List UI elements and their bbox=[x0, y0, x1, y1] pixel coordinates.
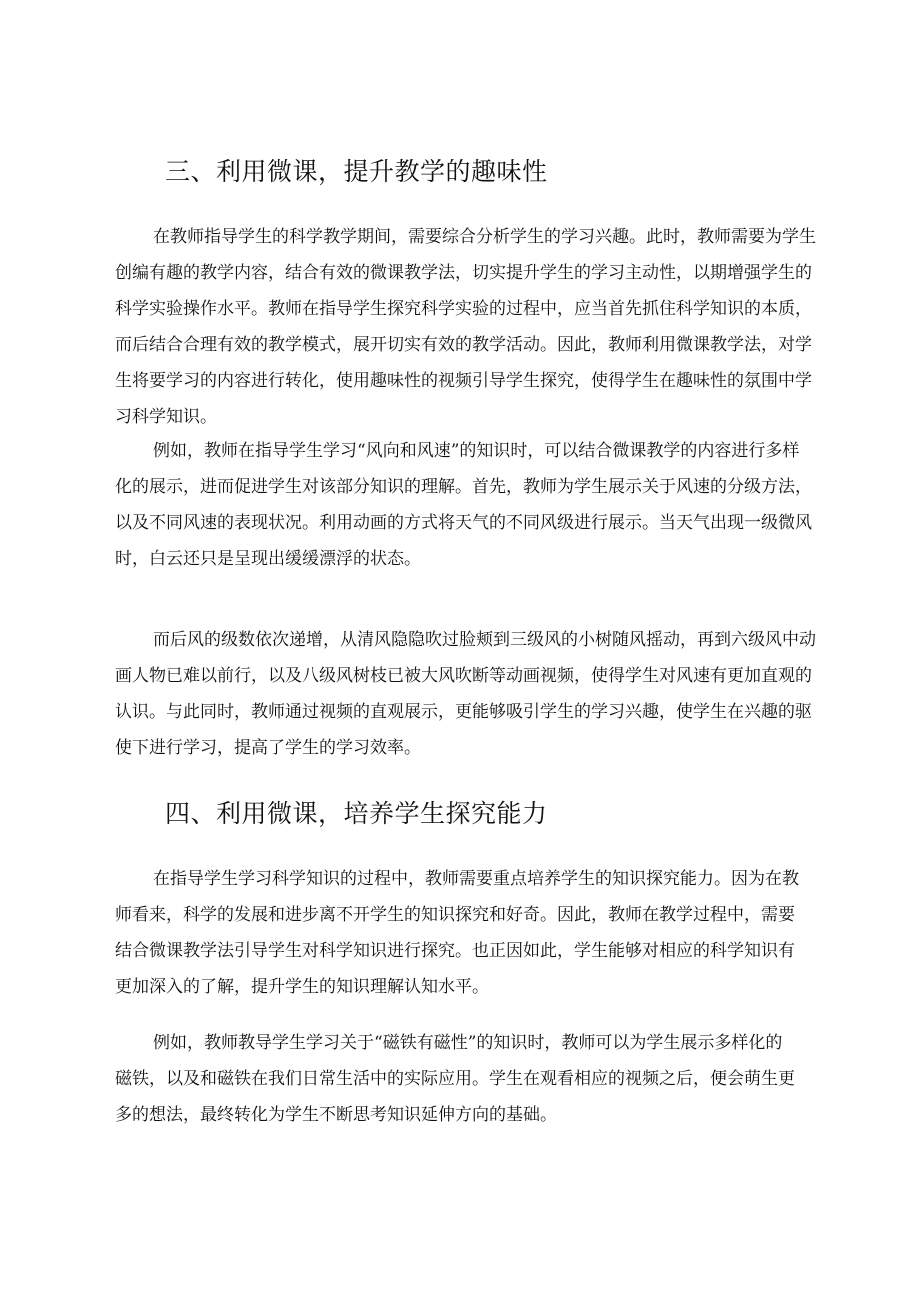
text-line: 习科学知识。 bbox=[115, 407, 217, 427]
section-3-heading: 三、利用微课，提升教学的趣味性 bbox=[165, 157, 548, 186]
section-3-paragraph-2 bbox=[115, 433, 815, 577]
text-line: 而后风的级数依次递增，从清风隐隐吹过脸颊到三级风的小树随风摇动，再到六级风中动 bbox=[153, 630, 816, 650]
text-line: 画人物已难以前行，以及八级风树枝已被大风吹断等动画视频，使得学生对风速有更加直观的 bbox=[115, 666, 812, 686]
text-line: 以及不同风速的表现状况。利用动画的方式将天气的不同风级进行展示。当天气出现一级微风 bbox=[115, 513, 812, 533]
section-4-paragraph-1 bbox=[115, 861, 815, 1005]
text-line: 使下进行学习，提高了学生的学习效率。 bbox=[115, 738, 421, 758]
text-line: 师看来，科学的发展和进步离不开学生的知识探究和好奇。因此，教师在教学过程中，需要 bbox=[115, 905, 795, 925]
text-line: 结合微课教学法引导学生对科学知识进行探究。也正因如此，学生能够对相应的科学知识有 bbox=[115, 941, 795, 961]
text-line: 生将要学习的内容进行转化，使用趣味性的视频引导学生探究，使得学生在趣味性的氛围中学 bbox=[115, 371, 812, 391]
section-4-paragraph-2 bbox=[115, 1025, 815, 1133]
text-line: 在教师指导学生的科学教学期间，需要综合分析学生的学习兴趣。此时，教师需要为学生 bbox=[153, 227, 816, 247]
text-line: 例如，教师在指导学生学习“风向和风速”的知识时，可以结合微课教学的内容进行多样 bbox=[153, 441, 800, 461]
section-3-paragraph-1 bbox=[115, 219, 815, 435]
text-line: 更加深入的了解，提升学生的知识理解认知水平。 bbox=[115, 977, 489, 997]
section-3-paragraph-3 bbox=[115, 622, 815, 766]
text-line: 而后结合合理有效的教学模式，展开切实有效的教学活动。因此，教师利用微课教学法，对学 bbox=[115, 335, 812, 355]
section-4-heading: 四、利用微课，培养学生探究能力 bbox=[165, 799, 548, 828]
text-line: 多的想法，最终转化为学生不断思考知识延伸方向的基础。 bbox=[115, 1105, 557, 1125]
text-line: 科学实验操作水平。教师在指导学生探究科学实验的过程中，应当首先抓住科学知识的本质， bbox=[115, 299, 812, 319]
text-line: 例如，教师教导学生学习关于“磁铁有磁性”的知识时，教师可以为学生展示多样化的 bbox=[153, 1033, 783, 1053]
text-line: 在指导学生学习科学知识的过程中，教师需要重点培养学生的知识探究能力。因为在教 bbox=[153, 869, 799, 889]
text-line: 时，白云还只是呈现出缓缓漂浮的状态。 bbox=[115, 549, 421, 569]
text-line: 化的展示，进而促进学生对该部分知识的理解。首先，教师为学生展示关于风速的分级方法， bbox=[115, 477, 812, 497]
text-line: 创编有趣的教学内容，结合有效的微课教学法，切实提升学生的学习主动性，以期增强学生的 bbox=[115, 263, 812, 283]
text-line: 认识。与此同时，教师通过视频的直观展示，更能够吸引学生的学习兴趣，使学生在兴趣的驱 bbox=[115, 702, 812, 722]
text-line: 磁铁，以及和磁铁在我们日常生活中的实际应用。学生在观看相应的视频之后，便会萌生更 bbox=[115, 1069, 795, 1089]
